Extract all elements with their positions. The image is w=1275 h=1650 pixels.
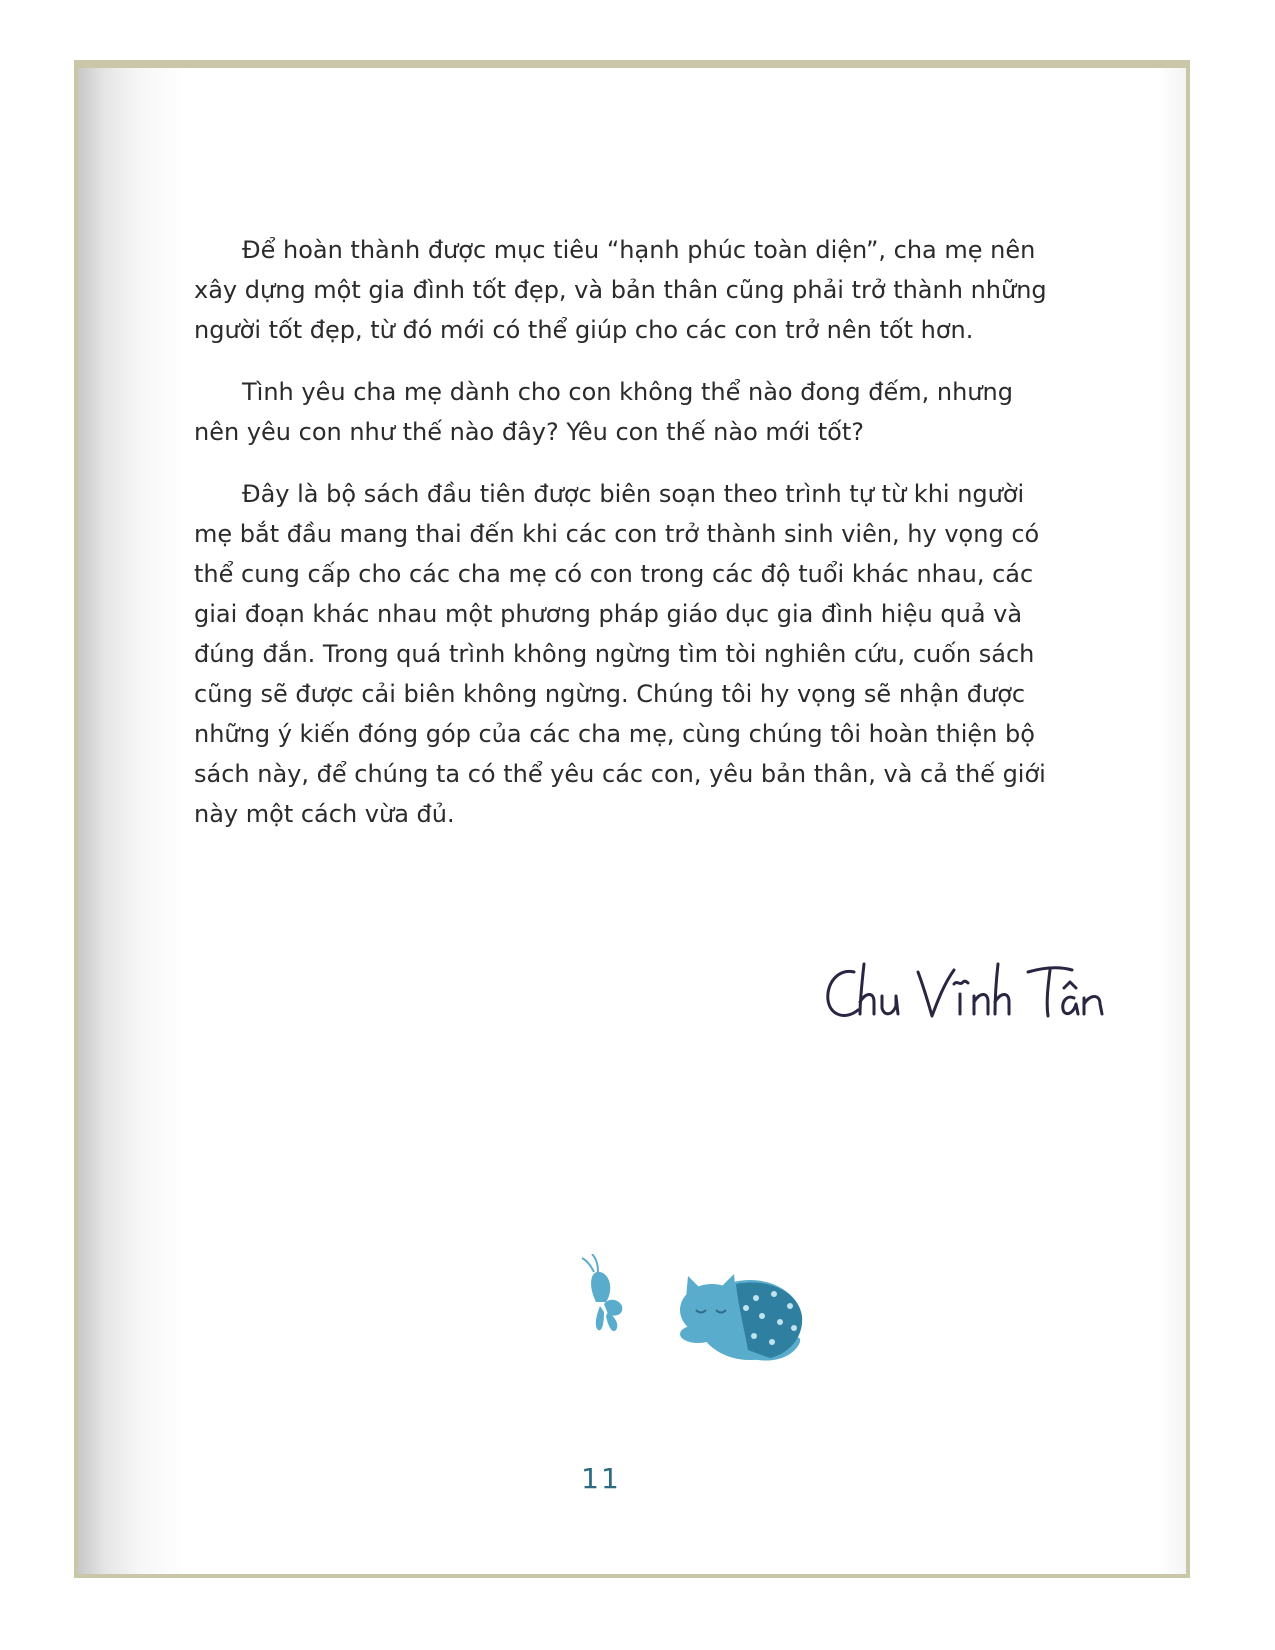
paragraph-3: Đây là bộ sách đầu tiên được biên soạn theo trình tự từ khi người mẹ bắt đầu mang thai đến khi các con trở thành sinh viên, hy vọng có thể cung cấp cho các cha mẹ có con trong các độ tuổi khác nhau, các giai đoạn khác nhau một phương pháp giáo dục gia đình hiệu quả và đúng đắn. Trong quá trình không ngừng tìm tòi nghiên cứu, cuốn sách cũng sẽ được cải biên không ngừng. Chúng tôi hy vọng sẽ nhận được những ý kiến đóng góp của các cha mẹ, cùng chúng tôi hoàn thiện bộ sách này, để chúng ta có thể yêu các con, yêu bản thân, và cả thế giới này một cách vừa đủ. [194, 480, 1046, 828]
body-text [194, 230, 1114, 856]
page-number: 11 [581, 1462, 621, 1495]
butterfly-icon [582, 1254, 622, 1331]
sleeping-cat-icon [680, 1274, 802, 1361]
paragraph-1: Để hoàn thành được mục tiêu “hạnh phúc toàn diện”, cha mẹ nên xây dựng một gia đình tốt đẹp, và bản thân cũng phải trở thành những người tốt đẹp, từ đó mới có thể giúp cho các con trở nên tốt hơn. [194, 236, 1047, 344]
decorative-illustration [574, 1254, 844, 1394]
paragraph-2: Tình yêu cha mẹ dành cho con không thể nào đong đếm, nhưng nên yêu con như thế nào đây? Yêu con thế nào mới tốt? [194, 378, 1013, 446]
book-page [78, 68, 1186, 1574]
signature [820, 958, 1120, 1028]
